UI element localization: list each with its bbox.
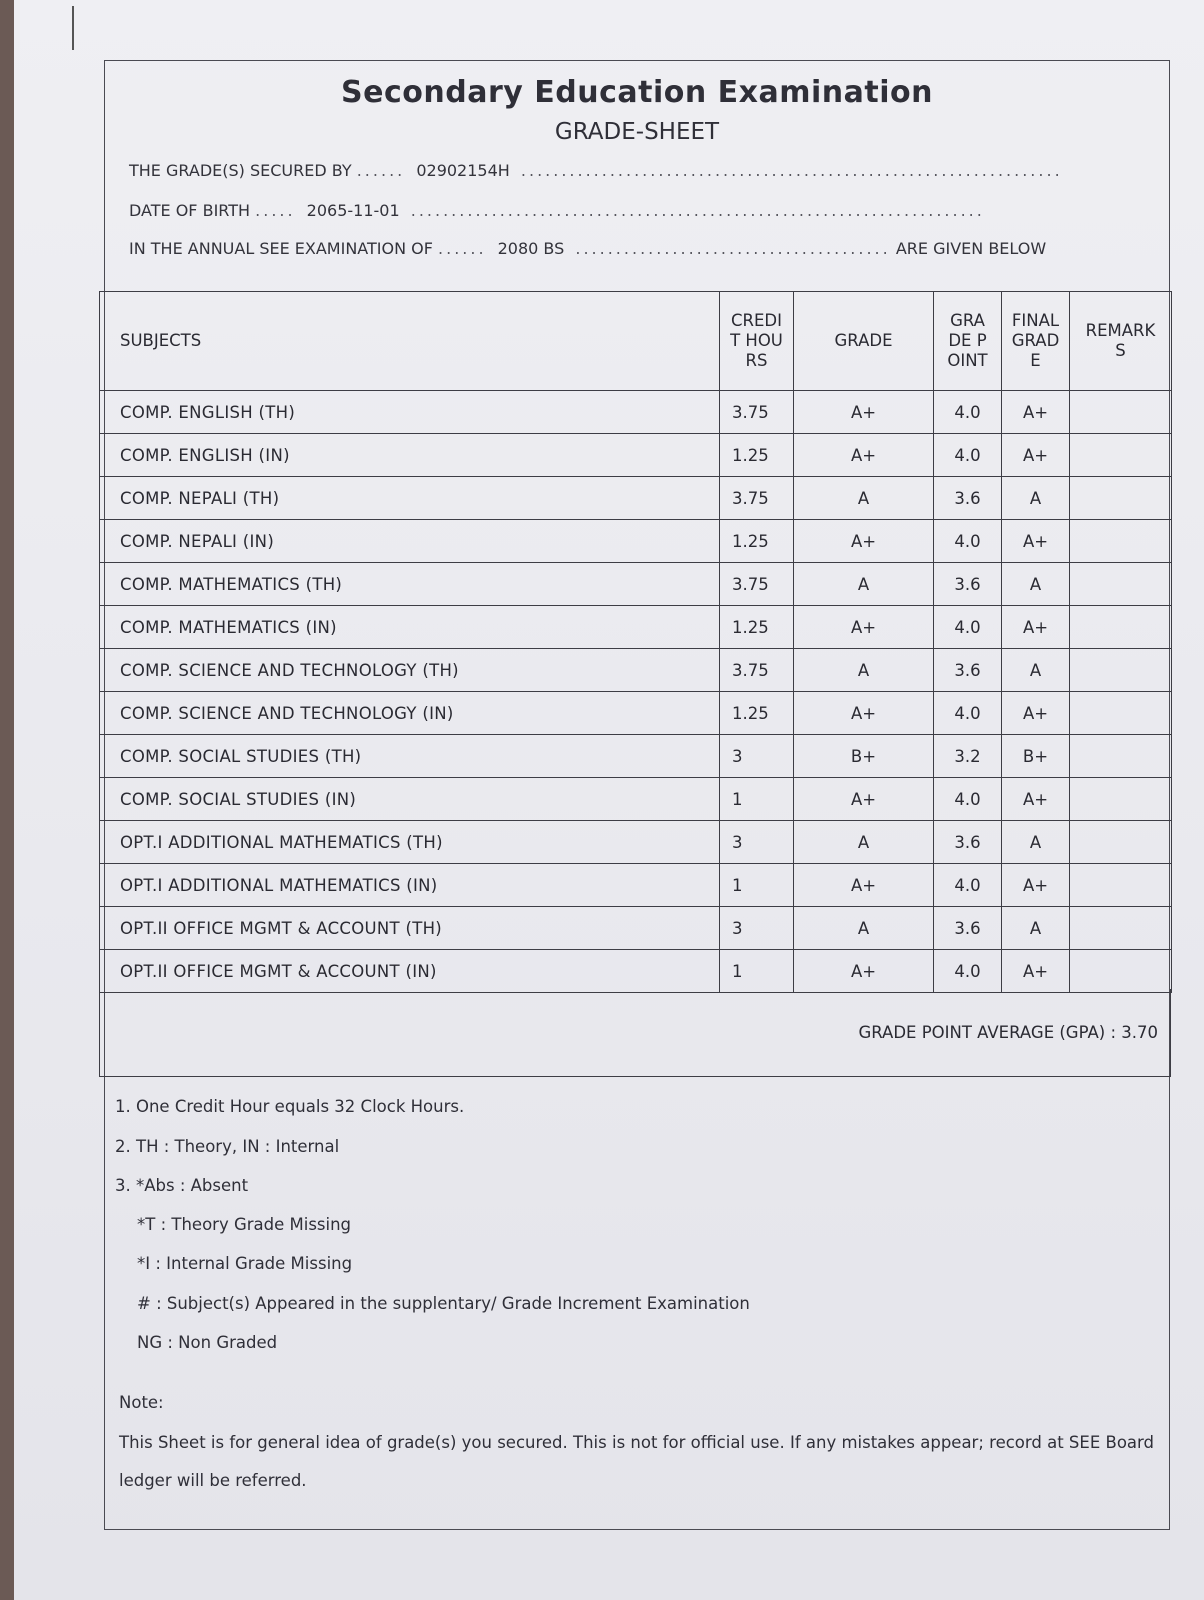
paper — [14, 0, 1204, 1600]
document-subtitle: GRADE-SHEET — [554, 119, 720, 145]
header-final-grade — [1002, 292, 1070, 391]
table-row — [100, 606, 1172, 649]
subject-cell: COMP. MATHEMATICS (IN) — [100, 606, 720, 649]
table-row — [100, 563, 1172, 606]
table-row — [100, 778, 1172, 821]
credit-hours-cell: 3.75 — [720, 649, 794, 692]
remarks-cell — [1070, 778, 1172, 821]
final-grade-cell: A+ — [1002, 778, 1070, 821]
header-grade-point-text: GRADE POINT — [947, 311, 988, 370]
grade-cell: A — [794, 649, 934, 692]
legend-item: # : Subject(s) Appeared in the supplentary/ Grade Increment Examination — [137, 1294, 750, 1313]
grade-point-cell: 4.0 — [934, 778, 1002, 821]
legend-item: 3. *Abs : Absent — [115, 1176, 249, 1195]
legend-item: *I : Internal Grade Missing — [137, 1254, 353, 1273]
legend-item: 1. One Credit Hour equals 32 Clock Hours. — [115, 1097, 465, 1116]
header-remarks-text: REMARKS — [1085, 321, 1156, 360]
credit-hours-cell: 1.25 — [720, 434, 794, 477]
grade-point-cell: 4.0 — [934, 692, 1002, 735]
header-credit-hours-text: CREDIT HOURS — [730, 311, 783, 370]
subject-cell: OPT.I ADDITIONAL MATHEMATICS (IN) — [100, 864, 720, 907]
remarks-cell — [1070, 821, 1172, 864]
header-subjects: SUBJECTS — [100, 292, 720, 391]
subject-cell: COMP. SOCIAL STUDIES (TH) — [100, 735, 720, 778]
gpa-section — [99, 989, 1171, 1077]
table-row — [100, 864, 1172, 907]
final-grade-cell: A+ — [1002, 520, 1070, 563]
credit-hours-cell: 1 — [720, 778, 794, 821]
dob-value: 2065-11-01 — [306, 201, 400, 220]
remarks-cell — [1070, 434, 1172, 477]
grade-cell: A+ — [794, 778, 934, 821]
secured-by-line: THE GRADE(S) SECURED BY ...... 02902154H ................................................................... — [129, 161, 1063, 180]
subject-cell: OPT.II OFFICE MGMT & ACCOUNT (IN) — [100, 950, 720, 993]
table-row — [100, 907, 1172, 950]
grade-cell: A — [794, 477, 934, 520]
exam-line: IN THE ANNUAL SEE EXAMINATION OF ...... 2080 BS ....................................... ARE GIVEN BELOW — [129, 239, 1047, 258]
grade-cell: A+ — [794, 520, 934, 563]
symbol-number: 02902154H — [416, 161, 510, 180]
final-grade-cell: A — [1002, 649, 1070, 692]
remarks-cell — [1070, 520, 1172, 563]
final-grade-cell: A — [1002, 563, 1070, 606]
subject-cell: COMP. SCIENCE AND TECHNOLOGY (IN) — [100, 692, 720, 735]
grade-cell: A+ — [794, 864, 934, 907]
dob-line: DATE OF BIRTH ..... 2065-11-01 ....................................................................... — [129, 201, 985, 220]
remarks-cell — [1070, 907, 1172, 950]
remarks-cell — [1070, 735, 1172, 778]
remarks-cell — [1070, 950, 1172, 993]
table-row — [100, 649, 1172, 692]
final-grade-cell: A — [1002, 821, 1070, 864]
subject-cell: COMP. ENGLISH (IN) — [100, 434, 720, 477]
grade-point-cell: 4.0 — [934, 391, 1002, 434]
grade-cell: A+ — [794, 950, 934, 993]
final-grade-cell: A+ — [1002, 950, 1070, 993]
remarks-cell — [1070, 692, 1172, 735]
grade-cell: B+ — [794, 735, 934, 778]
subject-cell: COMP. ENGLISH (TH) — [100, 391, 720, 434]
note-label: Note: — [119, 1393, 164, 1412]
credit-hours-cell: 3 — [720, 735, 794, 778]
credit-hours-cell: 1 — [720, 950, 794, 993]
credit-hours-cell: 1.25 — [720, 606, 794, 649]
grade-sheet — [104, 60, 1170, 1530]
subject-cell: COMP. SOCIAL STUDIES (IN) — [100, 778, 720, 821]
remarks-cell — [1070, 391, 1172, 434]
grade-point-cell: 3.6 — [934, 907, 1002, 950]
note-line-1: This Sheet is for general idea of grade(s) you secured. This is not for official use. If any mistakes appear; record at SEE Board — [119, 1433, 1154, 1452]
final-grade-cell: A+ — [1002, 864, 1070, 907]
grade-point-cell: 3.6 — [934, 477, 1002, 520]
grade-cell: A+ — [794, 391, 934, 434]
credit-hours-cell: 1.25 — [720, 520, 794, 563]
header-credit-hours — [720, 292, 794, 391]
table-row — [100, 735, 1172, 778]
grade-cell: A+ — [794, 434, 934, 477]
grade-point-cell: 4.0 — [934, 606, 1002, 649]
credit-hours-cell: 3.75 — [720, 563, 794, 606]
remarks-cell — [1070, 864, 1172, 907]
note-line-2: ledger will be referred. — [119, 1471, 307, 1490]
grade-point-cell: 4.0 — [934, 434, 1002, 477]
legend-item: *T : Theory Grade Missing — [137, 1215, 352, 1234]
table-row — [100, 950, 1172, 993]
grade-point-cell: 4.0 — [934, 950, 1002, 993]
subject-cell: OPT.II OFFICE MGMT & ACCOUNT (TH) — [100, 907, 720, 950]
table-row — [100, 434, 1172, 477]
subject-cell: COMP. MATHEMATICS (TH) — [100, 563, 720, 606]
final-grade-cell: A+ — [1002, 606, 1070, 649]
credit-hours-cell: 3 — [720, 821, 794, 864]
remarks-cell — [1070, 477, 1172, 520]
header-grade-point — [934, 292, 1002, 391]
remarks-cell — [1070, 649, 1172, 692]
grade-cell: A+ — [794, 692, 934, 735]
grades-table-wrap — [99, 291, 1171, 993]
header-remarks — [1070, 292, 1172, 391]
table-row — [100, 692, 1172, 735]
subject-cell: COMP. NEPALI (IN) — [100, 520, 720, 563]
final-grade-cell: A+ — [1002, 391, 1070, 434]
header-final-grade-text: FINAL GRADE — [1011, 311, 1060, 370]
final-grade-cell: A — [1002, 477, 1070, 520]
pen-mark — [72, 6, 74, 50]
grade-cell: A — [794, 563, 934, 606]
subject-cell: COMP. SCIENCE AND TECHNOLOGY (TH) — [100, 649, 720, 692]
credit-hours-cell: 1 — [720, 864, 794, 907]
grade-point-cell: 4.0 — [934, 520, 1002, 563]
subject-cell: COMP. NEPALI (TH) — [100, 477, 720, 520]
subject-cell: OPT.I ADDITIONAL MATHEMATICS (TH) — [100, 821, 720, 864]
remarks-cell — [1070, 606, 1172, 649]
credit-hours-cell: 1.25 — [720, 692, 794, 735]
table-header-row — [100, 292, 1172, 391]
credit-hours-cell: 3 — [720, 907, 794, 950]
table-row — [100, 821, 1172, 864]
remarks-cell — [1070, 563, 1172, 606]
grade-point-cell: 3.6 — [934, 563, 1002, 606]
exam-label: IN THE ANNUAL SEE EXAMINATION OF — [129, 239, 433, 258]
given-below-text: ARE GIVEN BELOW — [895, 239, 1047, 258]
final-grade-cell: A+ — [1002, 692, 1070, 735]
final-grade-cell: B+ — [1002, 735, 1070, 778]
credit-hours-cell: 3.75 — [720, 391, 794, 434]
header-grade: GRADE — [794, 292, 934, 391]
final-grade-cell: A+ — [1002, 434, 1070, 477]
grade-cell: A — [794, 907, 934, 950]
exam-year: 2080 BS — [497, 239, 565, 258]
dob-label: DATE OF BIRTH — [129, 201, 251, 220]
grade-point-cell: 3.6 — [934, 649, 1002, 692]
grade-cell: A — [794, 821, 934, 864]
legend-item: NG : Non Graded — [137, 1333, 278, 1352]
table-row — [100, 520, 1172, 563]
table-row — [100, 391, 1172, 434]
grade-point-cell: 3.6 — [934, 821, 1002, 864]
legend-item: 2. TH : Theory, IN : Internal — [115, 1137, 340, 1156]
table-row — [100, 477, 1172, 520]
grades-table — [99, 291, 1172, 993]
gpa-value: GRADE POINT AVERAGE (GPA) : 3.70 — [858, 1023, 1158, 1042]
grade-point-cell: 4.0 — [934, 864, 1002, 907]
credit-hours-cell: 3.75 — [720, 477, 794, 520]
grade-cell: A+ — [794, 606, 934, 649]
final-grade-cell: A — [1002, 907, 1070, 950]
secured-by-label: THE GRADE(S) SECURED BY — [129, 161, 352, 180]
grade-point-cell: 3.2 — [934, 735, 1002, 778]
document-title: Secondary Education Examination — [341, 75, 933, 110]
